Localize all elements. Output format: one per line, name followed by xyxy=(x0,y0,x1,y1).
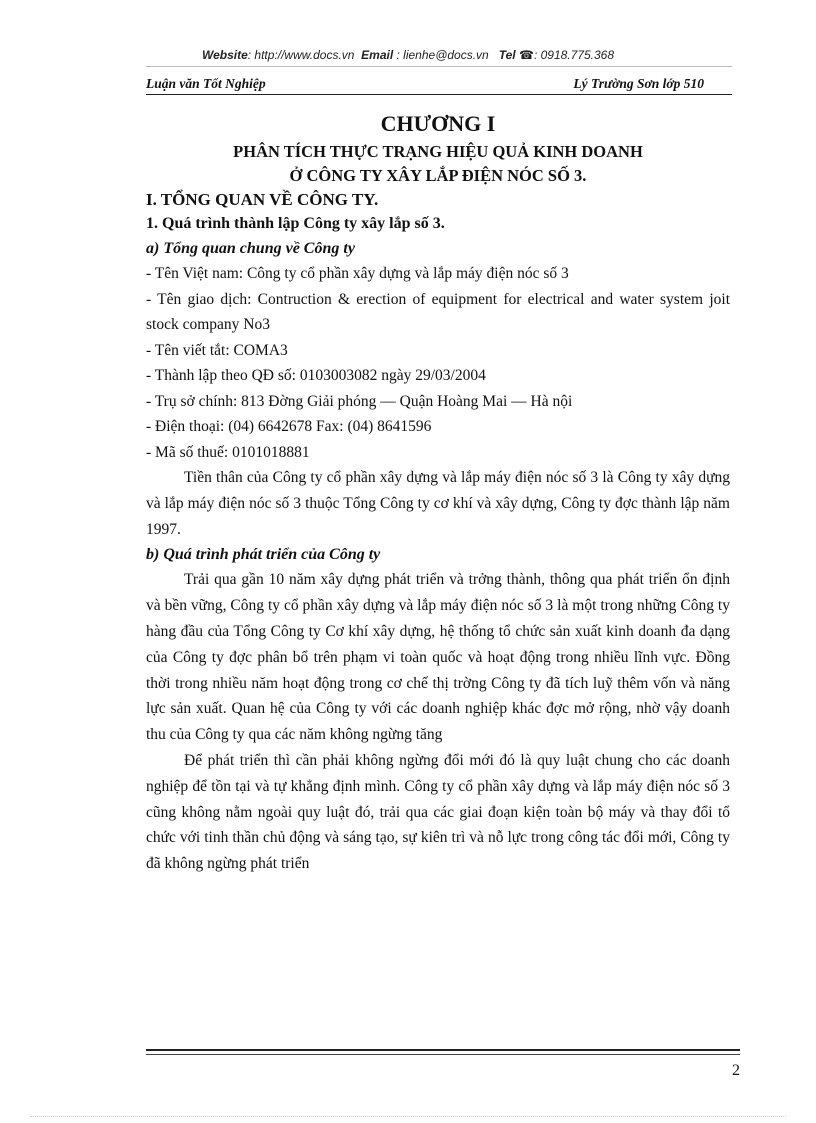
list-item: - Tên giao dịch: Contruction & erection of equipment for electrical and water system joit stock company No3 xyxy=(146,290,730,333)
paragraph: Trải qua gần 10 năm xây dựng phát triển và trởng thành, thông qua phát triển ổn định và bền vững, Công ty cổ phần xây dựng và lắp máy điện nóc số 3 là một trong những Công ty hàng đầu của Tổng Công ty Cơ khí xây dựng, hệ thống tổ chức sản xuất kinh doanh đa dạng của Công ty đợc phân bổ trên phạm vi toàn quốc và hoạt động trong nhiều lĩnh vực. Đồng thời trong nhiều năm hoạt động trong cơ chế thị trờng Công ty đã tích luỹ thêm vốn và năng lực sản xuất. Quan hệ của Công ty với các doanh nghiệp khác đợc mở rộng, nhờ vậy doanh thu của Công ty qua các năm không ngừng tăng xyxy=(146,571,730,744)
page-number: 2 xyxy=(732,1062,740,1079)
list-item: - Điện thoại: (04) 6642678 Fax: (04) 8641596 xyxy=(146,418,432,435)
subsection-heading: 1. Quá trình thành lập Công ty xây lắp số 3. xyxy=(146,215,445,232)
website-value: : http://www.docs.vn xyxy=(247,48,355,62)
footer-divider-thin xyxy=(146,1054,740,1055)
running-head-right: Lý Trường Sơn lớp 510 xyxy=(573,76,704,91)
website-label: Website xyxy=(201,48,248,62)
tel-label: Tel xyxy=(498,48,516,62)
chapter-title-line1: PHÂN TÍCH THỰC TRẠNG HIỆU QUẢ KINH DOANH xyxy=(233,142,643,161)
part-b-heading: b) Quá trình phát triển của Công ty xyxy=(146,546,381,564)
list-item: - Thành lập theo QĐ số: 0103003082 ngày 29/03/2004 xyxy=(146,367,486,384)
page-body xyxy=(146,108,730,877)
footer-divider xyxy=(146,1049,740,1051)
list-item: - Tên Việt nam: Công ty cổ phần xây dựng và lắp máy điện nóc số 3 xyxy=(146,265,569,282)
phone-icon: ☎ xyxy=(519,48,534,62)
list-item: - Tên viết tắt: COMA3 xyxy=(146,341,288,359)
running-head xyxy=(146,76,732,95)
email-value: : lienhe@docs.vn xyxy=(396,48,489,62)
paragraph: Tiền thân của Công ty cổ phần xây dựng và lắp máy điện nóc số 3 là Công ty xây dựng và lắp máy điện nóc số 3 thuộc Tổng Công ty cơ khí và xây dựng, Công ty đợc thành lập năm 1997. xyxy=(146,469,730,538)
email-label: Email xyxy=(361,48,394,62)
paragraph: Để phát triển thì cần phải không ngừng đổi mới đó là quy luật chung cho các doanh nghiệp để tồn tại và tự khẳng định mình. Công ty cổ phần xây dựng và lắp máy điện nóc số 3 cũng không nằm ngoài quy luật đó, trải qua các giai đoạn kiện toàn bộ máy và thay đổi tổ chức với tinh thần chủ động và sáng tạo, sự kiên trì và nỗ lực trong công tác đổi mới, Công ty đã không ngừng phát triển xyxy=(146,751,730,873)
chapter-title-line2: Ở CÔNG TY XÂY LẮP ĐIỆN NÓC SỐ 3. xyxy=(289,166,587,185)
list-item: - Trụ sở chính: 813 Đờng Giải phóng — Quận Hoàng Mai — Hà nội xyxy=(146,392,573,410)
document-header xyxy=(0,48,816,62)
running-head-left: Luận văn Tốt Nghiệp xyxy=(146,76,266,91)
part-a-heading: a) Tổng quan chung về Công ty xyxy=(146,240,355,257)
header-divider xyxy=(146,66,732,67)
page-edge-dotted-line xyxy=(30,1116,786,1117)
list-item: - Mã số thuế: 0101018881 xyxy=(146,443,310,461)
chapter-label: CHƯƠNG I xyxy=(380,111,496,136)
tel-value: : 0918.775.368 xyxy=(533,48,615,62)
section-heading: I. TỔNG QUAN VỀ CÔNG TY. xyxy=(146,190,379,209)
